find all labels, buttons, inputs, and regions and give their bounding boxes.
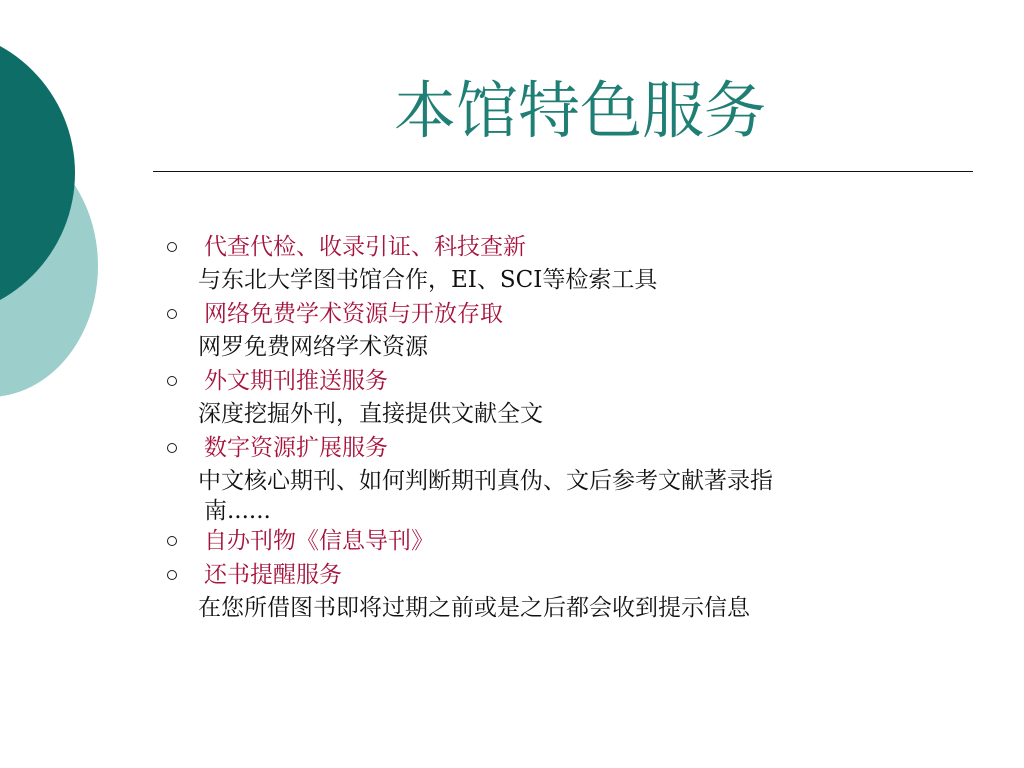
item-description-continuation: 南...... xyxy=(204,498,271,524)
bullet-circle-icon xyxy=(167,376,177,386)
item-description: 深度挖掘外刊，直接提供文献全文 xyxy=(198,401,543,427)
item-description: 在您所借图书即将过期之前或是之后都会收到提示信息 xyxy=(198,595,750,621)
item-label: 还书提醒服务 xyxy=(204,562,342,588)
bullet-circle-icon xyxy=(167,536,177,546)
bullet-circle-icon xyxy=(167,570,177,580)
item-description: 与东北大学图书馆合作，EI、SCI等检索工具 xyxy=(198,267,658,293)
item-label: 数字资源扩展服务 xyxy=(204,435,388,461)
item-label: 外文期刊推送服务 xyxy=(204,368,388,394)
item-label: 网络免费学术资源与开放存取 xyxy=(204,301,503,327)
bullet-circle-icon xyxy=(167,242,177,252)
list-item xyxy=(160,431,920,465)
list-item xyxy=(160,364,920,398)
item-description-line: 中文核心期刊、如何判断期刊真伪、文后参考文献著录指 xyxy=(198,468,773,494)
list-item xyxy=(160,524,920,558)
item-description: 网罗免费网络学术资源 xyxy=(198,334,428,360)
item-label: 代查代检、收录引证、科技查新 xyxy=(204,234,526,260)
item-label: 自办刊物《信息导刊》 xyxy=(204,528,434,554)
list-item xyxy=(160,230,920,264)
bullet-circle-icon xyxy=(167,443,177,453)
list-item xyxy=(160,297,920,331)
item-description xyxy=(160,465,920,524)
bullet-list xyxy=(160,230,920,625)
slide-title: 本馆特色服务 xyxy=(393,74,766,147)
bullet-circle-icon xyxy=(167,309,177,319)
title-divider xyxy=(153,171,973,172)
list-item xyxy=(160,558,920,592)
